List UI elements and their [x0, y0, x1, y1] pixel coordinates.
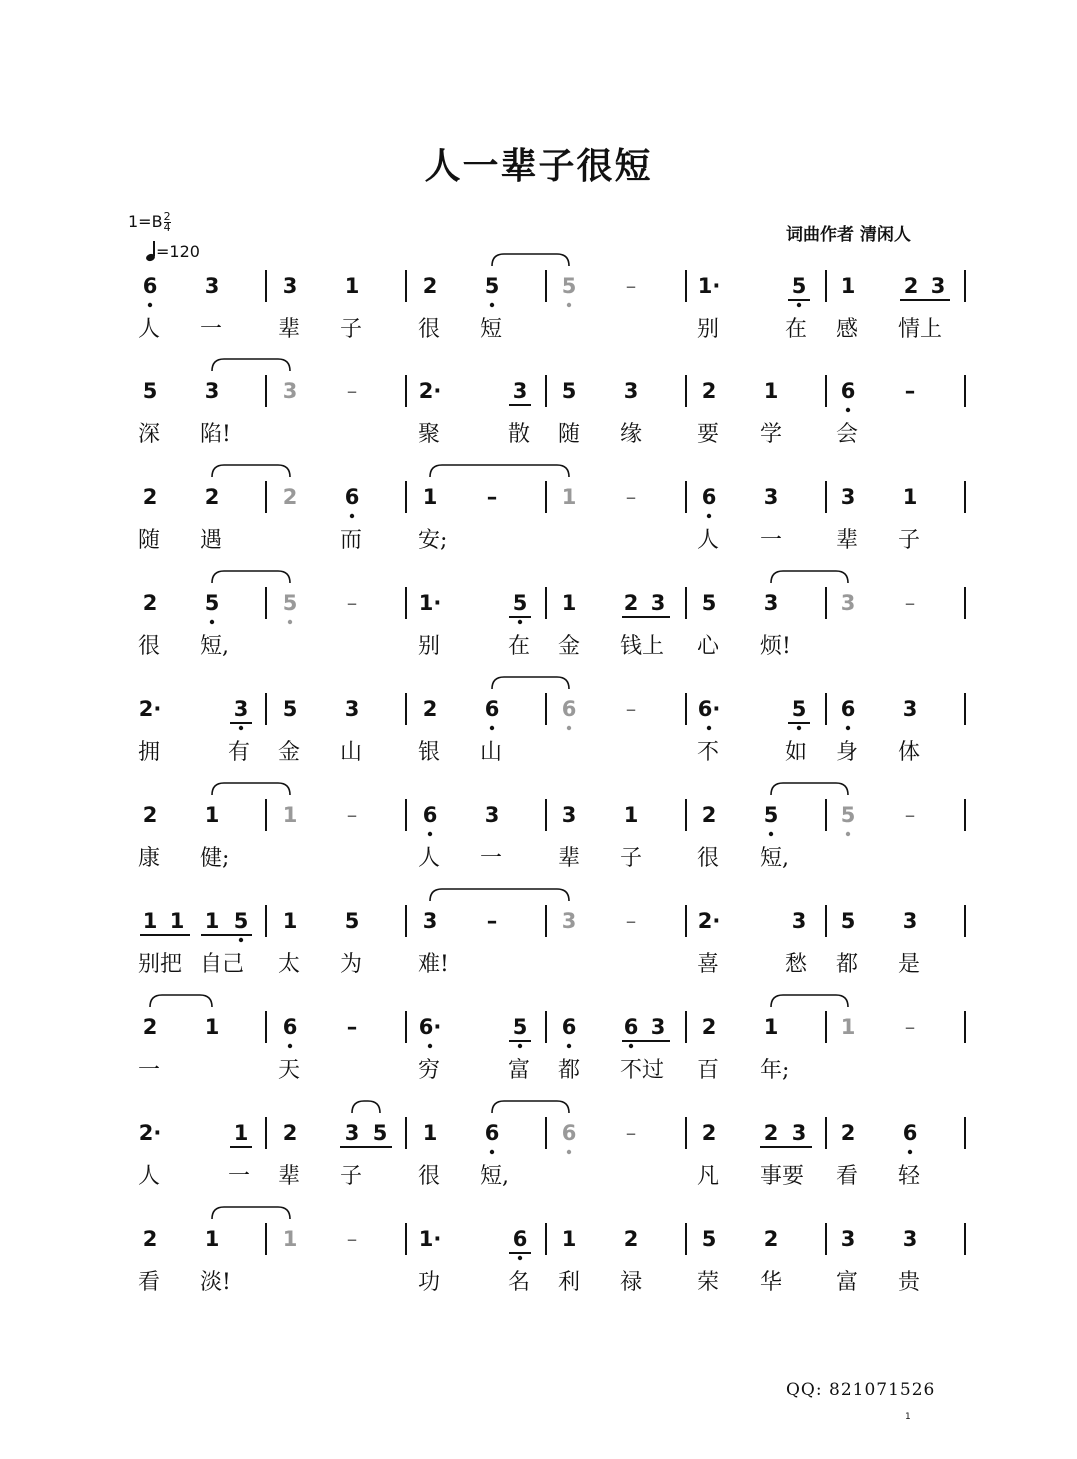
note: 6 [561, 1015, 577, 1039]
lyric: 很 [418, 1164, 441, 1189]
slur-tie [492, 254, 569, 266]
note: 1 [344, 274, 360, 298]
slur-tie [771, 783, 848, 795]
octave-dot-below [518, 1044, 522, 1048]
note: – [346, 803, 358, 827]
note: – [625, 485, 637, 509]
lyric: 荣 [697, 1270, 720, 1295]
note: – [625, 1121, 637, 1145]
lyric: 一 [200, 317, 223, 342]
note: 1· [697, 274, 721, 298]
note: 2· [418, 379, 442, 403]
note: 5 [701, 1227, 717, 1251]
note: – [346, 1227, 358, 1251]
note: 3 [233, 697, 249, 721]
song-title: 人一辈子很短 [424, 145, 653, 187]
lyric: 金 [558, 634, 581, 659]
note: 5 [142, 379, 158, 403]
note: 3 [561, 909, 577, 933]
slur-tie [352, 1101, 380, 1113]
lyric: 子 [898, 528, 921, 553]
note: 3 [561, 803, 577, 827]
lyric: 短, [760, 846, 789, 871]
lyric: 拥 [138, 740, 161, 765]
note: 2 [422, 697, 438, 721]
note: 6 [561, 697, 577, 721]
note: 2 [701, 1015, 717, 1039]
note: 2 [840, 1121, 856, 1145]
note: 6 [484, 1121, 500, 1145]
lyric: 聚 [418, 422, 441, 447]
lyric: 感 [836, 317, 859, 342]
lyric: 人 [138, 317, 161, 342]
note: 3 [282, 379, 298, 403]
note: 6 [484, 697, 500, 721]
octave-dot-below [428, 1044, 432, 1048]
lyric: 淡! [200, 1270, 231, 1295]
lyric: 很 [697, 846, 720, 871]
note: 5 [791, 697, 807, 721]
note: 1 [282, 803, 298, 827]
note: 5 [840, 909, 856, 933]
note: 3 [840, 591, 856, 615]
octave-dot-below [797, 303, 801, 307]
note: 2· [138, 1121, 162, 1145]
note: 1 [840, 1015, 856, 1039]
lyric: 一 [138, 1058, 161, 1083]
note: – [486, 485, 498, 509]
octave-dot-below [846, 408, 850, 412]
note: 1 [282, 909, 298, 933]
lyric: 子 [340, 317, 363, 342]
lyric: 贵 [898, 1270, 921, 1295]
note: – [346, 1015, 358, 1039]
lyric: 子 [340, 1164, 363, 1189]
note: 1 [763, 379, 779, 403]
note: 3 [282, 274, 298, 298]
note: 3 [902, 697, 918, 721]
lyric: 富 [508, 1058, 531, 1083]
note: 5 [701, 591, 717, 615]
note: 3 [650, 1015, 666, 1039]
slur-tie [212, 571, 290, 583]
note: 2 [422, 274, 438, 298]
lyric: 别 [418, 634, 441, 659]
lyric: 年; [760, 1058, 790, 1083]
note: 3 [344, 1121, 360, 1145]
lyric: 身 [836, 740, 859, 765]
lyric: 情上 [898, 317, 943, 342]
note: 3 [422, 909, 438, 933]
octave-dot-below [518, 620, 522, 624]
lyric: 子 [620, 846, 643, 871]
octave-dot-below [490, 303, 494, 307]
note: 1 [561, 1227, 577, 1251]
lyric: 要 [697, 422, 720, 447]
note: 3 [512, 379, 528, 403]
note: 6 [623, 1015, 639, 1039]
note: 1 [422, 485, 438, 509]
lyric: 一 [480, 846, 503, 871]
octave-dot-below [846, 832, 850, 836]
note: 2 [701, 803, 717, 827]
octave-dot-below [797, 726, 801, 730]
lyric: 缘 [620, 422, 643, 447]
octave-dot-below [567, 1150, 571, 1154]
composer-credit: 词曲作者 清闲人 [786, 225, 911, 245]
note: 2 [763, 1121, 779, 1145]
key-label: 1=B [128, 212, 163, 231]
note: 3 [623, 379, 639, 403]
note: – [346, 379, 358, 403]
note: 6 [701, 485, 717, 509]
note: 5 [512, 1015, 528, 1039]
note: 2 [763, 1227, 779, 1251]
lyric: 短 [480, 317, 503, 342]
lyric: 难! [418, 952, 449, 977]
octave-dot-below [567, 303, 571, 307]
note: 3 [902, 909, 918, 933]
note: 3 [902, 1227, 918, 1251]
lyric: 深 [138, 422, 161, 447]
lyric: 山 [340, 740, 363, 765]
note: 6· [697, 697, 721, 721]
lyric: 有 [228, 740, 251, 765]
lyric: 银 [418, 740, 441, 765]
note: 1 [623, 803, 639, 827]
lyric: 在 [508, 634, 531, 659]
octave-dot-below [239, 726, 243, 730]
note: 6 [142, 274, 158, 298]
lyric: 人 [418, 846, 441, 871]
octave-dot-below [846, 726, 850, 730]
slur-tie [492, 677, 569, 689]
lyric: 穷 [418, 1058, 441, 1083]
note: – [625, 697, 637, 721]
lyric: 在 [785, 317, 808, 342]
note: 1 [840, 274, 856, 298]
lyric: 看 [138, 1270, 161, 1295]
note: 5 [282, 591, 298, 615]
lyric: 山 [480, 740, 503, 765]
note: 1 [282, 1227, 298, 1251]
note: 3 [484, 803, 500, 827]
lyric: 禄 [620, 1270, 643, 1295]
lyric: 陷! [200, 422, 231, 447]
note: 3 [791, 909, 807, 933]
note: 3 [204, 274, 220, 298]
note: 2 [142, 1015, 158, 1039]
note: 1 [204, 803, 220, 827]
note: 3 [840, 485, 856, 509]
lyric: 愁 [785, 952, 808, 977]
note: – [625, 274, 637, 298]
note: 1 [902, 485, 918, 509]
note: – [346, 591, 358, 615]
slur-tie [212, 1207, 290, 1219]
octave-dot-below [490, 1150, 494, 1154]
note: 1· [418, 591, 442, 615]
note: 1 [233, 1121, 249, 1145]
note: 5 [561, 379, 577, 403]
octave-dot-below [148, 303, 152, 307]
octave-dot-below [707, 514, 711, 518]
note: 2· [697, 909, 721, 933]
octave-dot-below [567, 726, 571, 730]
lyric: 名 [508, 1270, 531, 1295]
note: 1 [561, 591, 577, 615]
slur-tie [212, 359, 290, 371]
slur-tie [430, 889, 569, 901]
slur-tie [771, 571, 848, 583]
lyric: 安; [418, 528, 448, 553]
note: 2 [623, 1227, 639, 1251]
lyric: 学 [760, 422, 783, 447]
note: 6 [512, 1227, 528, 1251]
note: 2 [204, 485, 220, 509]
note: 5 [791, 274, 807, 298]
octave-dot-below [518, 1256, 522, 1260]
lyric: 利 [558, 1270, 581, 1295]
lyric: 不 [697, 740, 720, 765]
lyric: 金 [278, 740, 301, 765]
lyric: 富 [836, 1270, 859, 1295]
lyric: 随 [138, 528, 161, 553]
note: 1 [169, 909, 185, 933]
page-mark: 1 [905, 1412, 911, 1422]
slur-tie [212, 465, 290, 477]
note: 1 [422, 1121, 438, 1145]
note: – [904, 379, 916, 403]
octave-dot-below [239, 938, 243, 942]
note: 2 [701, 1121, 717, 1145]
lyric: 短, [480, 1164, 509, 1189]
lyric: 很 [138, 634, 161, 659]
lyric: 遇 [200, 528, 223, 553]
note: 1 [561, 485, 577, 509]
lyric: 辈 [836, 528, 859, 553]
note: – [904, 803, 916, 827]
footer-qq: QQ: 821071526 [786, 1380, 936, 1400]
lyric: 自己 [200, 952, 245, 977]
octave-dot-below [428, 832, 432, 836]
lyric: 凡 [697, 1164, 720, 1189]
lyric: 烦! [760, 634, 791, 659]
note: 2 [623, 591, 639, 615]
slur-tie [771, 995, 848, 1007]
note: – [904, 1015, 916, 1039]
lyric: 太 [278, 952, 301, 977]
time-top: 2 [163, 210, 171, 223]
note: 2 [701, 379, 717, 403]
lyric: 都 [558, 1058, 581, 1083]
note: – [625, 909, 637, 933]
note: – [486, 909, 498, 933]
note: 5 [484, 274, 500, 298]
note: 1 [763, 1015, 779, 1039]
note: 3 [763, 485, 779, 509]
note: 2 [142, 1227, 158, 1251]
lyric: 喜 [697, 952, 720, 977]
lyric: 人 [138, 1164, 161, 1189]
note: 2 [142, 485, 158, 509]
note: 6 [902, 1121, 918, 1145]
slur-tie [492, 1101, 569, 1113]
lyric: 人 [697, 528, 720, 553]
note: 6 [840, 697, 856, 721]
note: 2· [138, 697, 162, 721]
lyric: 是 [898, 952, 921, 977]
note: 6· [418, 1015, 442, 1039]
octave-dot-below [769, 832, 773, 836]
note: 3 [763, 591, 779, 615]
note: 5 [840, 803, 856, 827]
octave-dot-below [288, 1044, 292, 1048]
note: 3 [791, 1121, 807, 1145]
note: 5 [344, 909, 360, 933]
note: 3 [650, 591, 666, 615]
note: 5 [561, 274, 577, 298]
note: 3 [344, 697, 360, 721]
note: 6 [344, 485, 360, 509]
lyric: 一 [228, 1164, 251, 1189]
note: 2 [142, 591, 158, 615]
note: 6 [840, 379, 856, 403]
lyric: 很 [418, 317, 441, 342]
lyric: 百 [697, 1058, 720, 1083]
octave-dot-below [288, 620, 292, 624]
time-bottom: 4 [163, 221, 171, 234]
octave-dot-below [490, 726, 494, 730]
slur-tie [150, 995, 212, 1007]
tempo-value: =120 [156, 242, 200, 261]
note: 2 [282, 485, 298, 509]
note: 6 [561, 1121, 577, 1145]
lyric: 如 [785, 740, 808, 765]
note: 2 [142, 803, 158, 827]
lyric: 不过 [620, 1058, 665, 1083]
lyric: 会 [836, 422, 859, 447]
note: 5 [763, 803, 779, 827]
note: 2 [903, 274, 919, 298]
lyric: 辈 [278, 317, 301, 342]
slur-tie [212, 783, 290, 795]
note: 5 [233, 909, 249, 933]
octave-dot-below [567, 1044, 571, 1048]
lyric: 功 [418, 1270, 441, 1295]
note: 5 [372, 1121, 388, 1145]
octave-dot-below [707, 726, 711, 730]
note: 3 [204, 379, 220, 403]
note: 3 [840, 1227, 856, 1251]
note: 6 [422, 803, 438, 827]
octave-dot-below [629, 1044, 633, 1048]
lyric: 随 [558, 422, 581, 447]
note: 6 [282, 1015, 298, 1039]
lyric: 健; [200, 846, 230, 871]
note: 3 [930, 274, 946, 298]
note: 1 [204, 909, 220, 933]
lyric: 散 [508, 422, 531, 447]
lyric: 钱上 [620, 634, 665, 659]
note: 1 [204, 1227, 220, 1251]
note: 1 [204, 1015, 220, 1039]
octave-dot-below [210, 620, 214, 624]
octave-dot-below [908, 1150, 912, 1154]
lyric: 别把 [138, 952, 183, 977]
lyric: 辈 [558, 846, 581, 871]
lyric: 事要 [760, 1164, 805, 1189]
lyric: 康 [138, 846, 161, 871]
note: 1· [418, 1227, 442, 1251]
lyric: 为 [340, 952, 363, 977]
lyric: 看 [836, 1164, 859, 1189]
note: 5 [282, 697, 298, 721]
lyric: 天 [278, 1058, 301, 1083]
lyric: 辈 [278, 1164, 301, 1189]
lyric: 而 [340, 528, 363, 553]
note: 5 [512, 591, 528, 615]
lyric: 轻 [898, 1164, 921, 1189]
slur-tie [430, 465, 569, 477]
octave-dot-below [350, 514, 354, 518]
lyric: 华 [760, 1270, 783, 1295]
lyric: 一 [760, 528, 783, 553]
lyric: 别 [697, 317, 720, 342]
note: 5 [204, 591, 220, 615]
lyric: 体 [898, 740, 921, 765]
lyric: 短, [200, 634, 229, 659]
note: 1 [142, 909, 158, 933]
lyric: 都 [836, 952, 859, 977]
note: 2 [282, 1121, 298, 1145]
note: – [904, 591, 916, 615]
lyric: 心 [697, 634, 720, 659]
